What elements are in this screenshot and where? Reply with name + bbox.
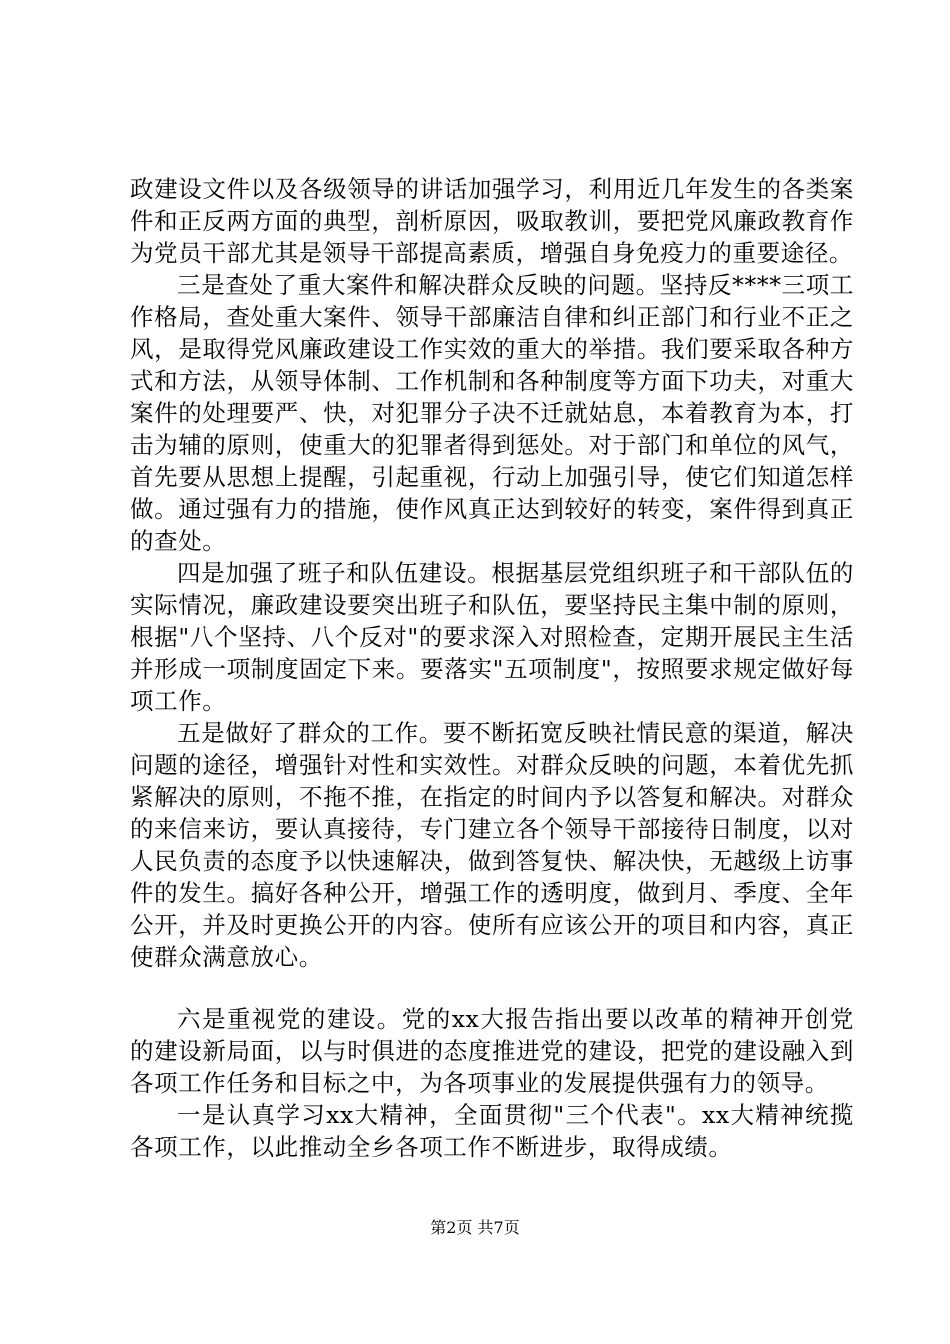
document-body — [130, 173, 854, 1163]
paragraph-sub-item-one: 一是认真学习xx大精神，全面贯彻"三个代表"。xx大精神统揽各项工作，以此推动全乡各项工作不断进步，取得成绩。 — [130, 1101, 854, 1161]
page-number-footer: 第2页 共7页 — [430, 1218, 520, 1237]
paragraph-item-five: 五是做好了群众的工作。要不断拓宽反映社情民意的渠道，解决问题的途径，增强针对性和实效性。对群众反映的问题，本着优先抓紧解决的原则，不拖不推，在指定的时间内予以答复和解决。对群众的来信来访，要认真接待，专门建立各个领导干部接待日制度，以对人民负责的态度予以快速解决，做到答复快、解决快，无越级上访事件的发生。搞好各种公开，增强工作的透明度，做到月、季度、全年公开，并及时更换公开的内容。使所有应该公开的项目和内容，真正使群众满意放心。 — [130, 719, 854, 971]
paragraph-item-four: 四是加强了班子和队伍建设。根据基层党组织班子和干部队伍的实际情况，廉政建设要突出班子和队伍，要坚持民主集中制的原则，根据"八个坚持、八个反对"的要求深入对照检查，定期开展民主生活并形成一项制度固定下来。要落实"五项制度"，按照要求规定做好每项工作。 — [130, 559, 854, 715]
paragraph-item-six: 六是重视党的建设。党的xx大报告指出要以改革的精神开创党的建设新局面，以与时俱进的态度推进党的建设，把党的建设融入到各项工作任务和目标之中，为各项事业的发展提供强有力的领导。 — [130, 1005, 854, 1097]
paragraph-continuation: 政建设文件以及各级领导的讲话加强学习，利用近几年发生的各类案件和正反两方面的典型，剖析原因，吸取教训，要把党风廉政教育作为党员干部尤其是领导干部提高素质，增强自身免疫力的重要途径。 — [130, 175, 854, 267]
paragraph-item-three: 三是查处了重大案件和解决群众反映的问题。坚持反****三项工作格局，查处重大案件、领导干部廉洁自律和纠正部门和行业不正之风，是取得党风廉政建设工作实效的重大的举措。我们要采取各种方式和方法，从领导体制、工作机制和各种制度等方面下功夫，对重大案件的处理要严、快，对犯罪分子决不迁就姑息，本着教育为本，打击为辅的原则，使重大的犯罪者得到惩处。对于部门和单位的风气，首先要从思想上提醒，引起重视，行动上加强引导，使它们知道怎样做。通过强有力的措施，使作风真正达到较好的转变，案件得到真正的查处。 — [130, 271, 854, 555]
